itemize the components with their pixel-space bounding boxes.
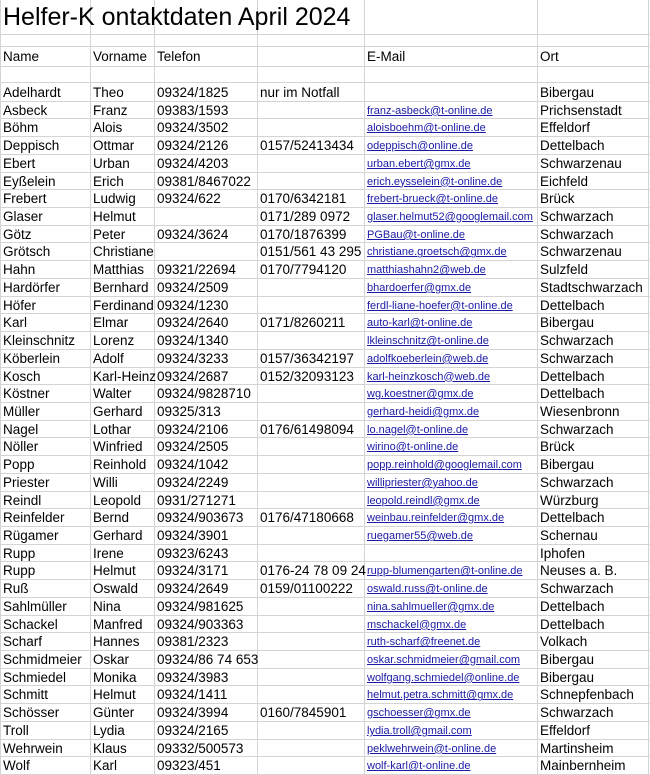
cell-telefon[interactable]: 09324/3901 [157,528,229,543]
cell-vorname[interactable]: Manfred [93,616,143,632]
cell-email-link[interactable]: rupp-blumengarten@t-online.de [367,565,523,578]
cell-ort[interactable]: Schwarzach [540,705,614,721]
cell-ort[interactable]: Wiesenbronn [540,403,620,419]
table-row [0,84,650,102]
table-row [0,616,650,634]
cell-telefon[interactable]: 09324/9828710 [157,386,251,402]
table-row [0,279,650,297]
cell-email-link[interactable]: oswald.russ@t-online.de [367,583,488,596]
cell-telefon[interactable]: 09324/3171 [157,563,229,579]
cell-telefon2[interactable]: nur im Notfall [260,85,340,100]
cell-name[interactable]: Grötsch [3,244,51,260]
cell-telefon[interactable]: 09324/2106 [157,421,229,437]
cell-name[interactable]: Schmidmeier [3,652,82,668]
table-row [0,226,650,244]
cell-vorname[interactable]: Christiane [93,244,154,260]
cell-telefon[interactable]: 09324/3994 [157,705,229,721]
cell-email-link[interactable]: urban.ebert@gmx.de [367,157,471,170]
cell-email-link[interactable]: peklwehrwein@t-online.de [367,742,497,755]
cell-ort[interactable]: Iphofen [540,545,586,561]
grid-line [0,66,650,67]
cell-vorname[interactable]: Helmut [93,209,136,225]
cell-telefon[interactable]: 09324/903363 [157,616,244,632]
table-row [0,474,650,492]
cell-name[interactable]: Rupp [3,563,36,579]
title-row [0,0,650,34]
cell-ort[interactable]: Würzburg [540,492,599,508]
cell-ort[interactable]: Bibergau [540,652,595,668]
cell-vorname[interactable]: Helmut [93,563,136,579]
cell-name[interactable]: Ebert [3,155,36,171]
cell-ort[interactable]: Schwarzach [540,421,614,437]
cell-email-link[interactable]: erich.eysselein@t-online.de [367,175,503,188]
cell-name[interactable]: Höfer [3,297,37,313]
cell-telefon[interactable]: 09324/3502 [157,120,229,136]
table-row [0,740,650,758]
cell-vorname[interactable]: Gerhard [93,403,143,419]
cell-ort[interactable]: Dettelbach [540,138,605,154]
cell-vorname[interactable]: Peter [93,226,126,242]
cell-email-link[interactable]: gerhard-heidi@gmx.de [367,405,480,418]
cell-email-link[interactable]: popp.reinhold@googlemail.com [367,459,522,472]
table-row [0,669,650,687]
cell-name[interactable]: Wehrwein [3,740,63,756]
cell-telefon2[interactable]: 0176/47180668 [260,510,354,526]
cell-name[interactable]: Priester [3,474,50,490]
table-row [0,297,650,315]
cell-vorname[interactable]: Ferdinand [93,297,154,313]
cell-vorname[interactable]: Alois [93,120,123,136]
table-row [0,633,650,651]
cell-name[interactable]: Nöller [3,439,39,455]
cell-vorname[interactable]: Theo [93,85,124,100]
header-row [0,48,650,66]
cell-telefon[interactable]: 09324/3233 [157,350,229,366]
cell-ort[interactable]: Schwarzach [540,581,614,597]
table-row [0,385,650,403]
cell-name[interactable]: Eyßelein [3,173,56,189]
cell-name[interactable]: Köberlein [3,350,61,366]
cell-ort[interactable]: Stadtschwarzach [540,279,643,295]
table-row [0,261,650,279]
cell-name[interactable]: Scharf [3,634,43,650]
cell-name[interactable]: Rügamer [3,528,59,543]
cell-email-link[interactable]: PGBau@t-online.de [367,228,466,241]
cell-name[interactable]: Schmiedel [3,669,67,685]
table-row [0,102,650,120]
cell-telefon[interactable]: 09324/981625 [157,598,244,614]
table-row [0,438,650,456]
cell-ort[interactable]: Dettelbach [540,510,605,526]
cell-name[interactable]: Rupp [3,545,36,561]
cell-name[interactable]: Wolf [3,758,30,774]
cell-ort[interactable]: Schwarzach [540,209,614,225]
table-row [0,456,650,474]
cell-name[interactable]: Müller [3,403,40,419]
table-row [0,580,650,598]
table-row [0,314,650,332]
cell-telefon[interactable]: 09324/2505 [157,439,229,455]
cell-ort[interactable]: Effeldorf [540,722,591,738]
sheet-title[interactable]: Helfer-K ontaktdaten April 2024 [3,3,351,31]
cell-ort[interactable]: Schwarzach [540,226,614,242]
cell-name[interactable]: Adelhardt [3,85,61,100]
cell-vorname[interactable]: Willi [93,474,118,490]
cell-ort[interactable]: Brück [540,191,575,207]
cell-email-link[interactable]: matthiashahn2@web.de [367,264,486,277]
cell-telefon[interactable]: 09324/3983 [157,669,229,685]
cell-ort[interactable]: Schwarzach [540,474,614,490]
cell-telefon2[interactable]: 0157/36342197 [260,350,354,366]
cell-vorname[interactable]: Hannes [93,634,140,650]
table-row [0,562,650,580]
cell-ort[interactable]: Eichfeld [540,173,589,189]
grid-line [0,46,650,47]
table-row [0,509,650,527]
cell-name[interactable]: Deppisch [3,138,60,154]
cell-email-link[interactable]: oskar.schmidmeier@gmail.com [367,654,520,667]
cell-email-link[interactable]: lkleinschnitz@t-online.de [367,335,489,348]
cell-email-link[interactable]: bhardoerfer@gmx.de [367,281,472,294]
cell-name[interactable]: Götz [3,226,32,242]
cell-telefon2[interactable]: 0159/01100222 [260,581,353,597]
cell-email-link[interactable]: wg.koestner@gmx.de [367,388,474,401]
header-email[interactable]: E-Mail [367,49,406,64]
table-row [0,403,650,421]
table-row [0,208,650,226]
cell-ort[interactable]: Mainbernheim [540,758,626,774]
cell-vorname[interactable]: Erich [93,173,124,189]
cell-vorname[interactable]: Ottmar [93,138,135,154]
cell-telefon2[interactable]: 0170/6342181 [260,191,347,207]
grid-line [0,82,650,83]
cell-email-link[interactable]: franz-asbeck@t-online.de [367,104,493,117]
cell-ort[interactable]: Bibergau [540,315,595,331]
grid-line [0,34,650,35]
cell-vorname[interactable]: Lothar [93,421,132,437]
cell-telefon[interactable]: 09324/2126 [157,138,229,154]
cell-telefon[interactable]: 09324/1042 [157,457,229,473]
cell-vorname[interactable]: Oskar [93,652,130,668]
cell-vorname[interactable]: Franz [93,102,128,118]
cell-telefon[interactable]: 09323/451 [157,758,221,774]
cell-email-link[interactable]: ruth-scharf@freenet.de [367,636,481,649]
cell-ort[interactable]: Prichsenstadt [540,102,622,118]
cell-name[interactable]: Glaser [3,209,43,225]
cell-vorname[interactable]: Irene [93,545,124,561]
table-row [0,545,650,563]
cell-vorname[interactable]: Gerhard [93,528,143,543]
cell-email-link[interactable]: frebert-brueck@t-online.de [367,193,499,206]
cell-telefon[interactable]: 09332/500573 [157,740,244,756]
cell-vorname[interactable]: Helmut [93,687,136,703]
cell-ort[interactable]: Bibergau [540,85,595,100]
table-row [0,757,650,775]
cell-ort[interactable]: Schwarzach [540,333,614,349]
cell-email-link[interactable]: helmut.petra.schmitt@gmx.de [367,689,514,702]
cell-email-link[interactable]: christiane.groetsch@gmx.de [367,246,507,259]
table-row [0,243,650,261]
cell-name[interactable]: Ruß [3,581,29,597]
cell-email-link[interactable]: ruegamer55@web.de [367,530,473,542]
table-row [0,598,650,616]
cell-telefon[interactable]: 09324/622 [157,191,221,207]
cell-vorname[interactable]: Lorenz [93,333,135,349]
cell-telefon2[interactable]: 0170/7794120 [260,262,347,278]
cell-telefon[interactable]: 09324/2165 [157,722,229,738]
table-row [0,332,650,350]
cell-ort[interactable]: Schwarzenau [540,155,622,171]
cell-telefon2[interactable]: 0171/8260211 [260,315,346,331]
header-vorname[interactable]: Vorname [93,49,148,64]
header-telefon[interactable]: Telefon [157,49,201,64]
cell-ort[interactable]: Schwarzach [540,350,614,366]
cell-telefon[interactable]: 09324/2687 [157,368,229,384]
table-row [0,190,650,208]
cell-email-link[interactable]: auto-karl@t-online.de [367,317,473,330]
table-row [0,173,650,191]
cell-telefon[interactable]: 09324/903673 [157,510,244,526]
cell-telefon[interactable]: 09324/86 74 653 [157,652,259,668]
cell-telefon2[interactable]: 0152/32093123 [260,368,354,384]
cell-vorname[interactable]: Bernd [93,510,130,526]
cell-vorname[interactable]: Karl [93,758,118,774]
cell-name[interactable]: Asbeck [3,102,48,118]
table-row [0,686,650,704]
cell-vorname[interactable]: Elmar [93,315,129,331]
cell-telefon[interactable]: 09324/1411 [157,687,228,703]
cell-vorname[interactable]: Klaus [93,740,127,756]
cell-telefon[interactable]: 09383/1593 [157,102,229,118]
cell-telefon[interactable]: 0931/271271 [157,492,236,508]
cell-telefon[interactable]: 09324/1340 [157,333,229,349]
cell-email-link[interactable]: wirino@t-online.de [367,441,459,454]
cell-vorname[interactable]: Winfried [93,439,143,455]
table-row [0,421,650,439]
cell-name[interactable]: Nagel [3,421,39,437]
table-row [0,350,650,368]
cell-vorname[interactable]: Adolf [93,350,124,366]
cell-vorname[interactable]: Ludwig [93,191,136,207]
cell-telefon[interactable]: 09323/6243 [157,545,229,561]
cell-ort[interactable]: Neuses a. B. [540,563,618,579]
cell-email-link[interactable]: leopold.reindl@gmx.de [367,494,480,507]
cell-email-link[interactable]: nina.sahlmueller@gmx.de [367,600,495,613]
cell-email-link[interactable]: willipriester@yahoo.de [367,476,478,489]
cell-email-link[interactable]: odeppisch@online.de [367,140,473,153]
cell-ort[interactable]: Sulzfeld [540,262,589,278]
table-row [0,368,650,386]
cell-ort[interactable]: Bibergau [540,457,595,473]
cell-telefon[interactable]: 09324/2640 [157,315,229,331]
cell-ort[interactable]: Schernau [540,528,598,543]
cell-vorname[interactable]: Nina [93,598,121,614]
cell-telefon[interactable]: 09381/8467022 [157,173,251,189]
cell-telefon[interactable]: 09324/2649 [157,581,229,597]
cell-email-link[interactable]: lydia.troll@gmail.com [367,724,472,737]
cell-vorname[interactable]: Bernhard [93,279,149,295]
cell-telefon2[interactable]: 0176/61498094 [260,421,354,437]
cell-telefon2[interactable]: 0170/1876399 [260,226,347,242]
cell-name[interactable]: Schackel [3,616,58,632]
cell-vorname[interactable]: Walter [93,386,132,402]
table-row [0,155,650,173]
cell-name[interactable]: Schösser [3,705,60,721]
cell-telefon[interactable]: 09324/3624 [157,226,229,242]
cell-ort[interactable]: Martinsheim [540,740,614,756]
cell-telefon[interactable]: 09324/1230 [157,297,229,313]
cell-telefon[interactable]: 09324/2249 [157,474,229,490]
cell-email-link[interactable]: wolf-karl@t-online.de [367,760,471,773]
cell-name[interactable]: Frebert [3,191,47,207]
cell-vorname[interactable]: Karl-Heinz [93,368,157,384]
cell-name[interactable]: Reinfelder [3,510,65,526]
cell-ort[interactable]: Brück [540,439,575,455]
header-name[interactable]: Name [3,49,40,64]
cell-telefon[interactable]: 09321/22694 [157,262,236,278]
cell-vorname[interactable]: Günter [93,705,135,721]
cell-telefon2[interactable]: 0151/561 43 295 [260,244,362,260]
cell-vorname[interactable]: Monika [93,669,137,685]
cell-name[interactable]: Troll [3,722,29,738]
cell-vorname[interactable]: Leopold [93,492,142,508]
cell-name[interactable]: Hahn [3,262,36,278]
table-row [0,137,650,155]
cell-vorname[interactable]: Matthias [93,262,145,278]
cell-email-link[interactable]: weinbau.reinfelder@gmx.de [367,512,505,525]
cell-name[interactable]: Hardörfer [3,279,61,295]
cell-telefon2[interactable]: 0171/289 0972 [260,209,351,225]
cell-name[interactable]: Kosch [3,368,41,384]
cell-name[interactable]: Schmitt [3,687,49,703]
cell-telefon[interactable]: 09324/4203 [157,155,229,171]
cell-name[interactable]: Karl [3,315,28,331]
table-row [0,527,650,545]
cell-ort[interactable]: Dettelbach [540,386,605,402]
cell-email-link[interactable]: adolfkoeberlein@web.de [367,352,489,365]
cell-ort[interactable]: Dettelbach [540,616,605,632]
cell-name[interactable]: Reindl [3,492,42,508]
table-row [0,722,650,740]
cell-vorname[interactable]: Reinhold [93,457,147,473]
cell-vorname[interactable]: Urban [93,155,130,171]
table-row [0,492,650,510]
cell-email-link[interactable]: glaser.helmut52@googlemail.com [367,211,533,224]
cell-telefon2[interactable]: 0157/52413434 [260,138,354,154]
cell-telefon[interactable]: 09325/313 [157,403,221,419]
table-row [0,119,650,137]
cell-email-link[interactable]: mschackel@gmx.de [367,618,467,631]
cell-telefon[interactable]: 09381/2323 [157,634,229,650]
header-ort[interactable]: Ort [540,49,559,64]
cell-telefon[interactable]: 09324/2509 [157,279,229,295]
cell-email-link[interactable]: wolfgang.schmiedel@online.de [367,671,520,684]
cell-name[interactable]: Popp [3,457,35,473]
cell-email-link[interactable]: karl-heinzkosch@web.de [367,370,491,383]
cell-telefon2[interactable]: 0160/7845901 [260,705,347,721]
cell-ort[interactable]: Schnepfenbach [540,687,634,703]
cell-ort[interactable]: Dettelbach [540,297,605,313]
cell-name[interactable]: Köstner [3,386,50,402]
table-row [0,704,650,722]
cell-vorname[interactable]: Lydia [93,722,125,738]
cell-ort[interactable]: Volkach [540,634,588,650]
cell-telefon2[interactable]: 0176-24 78 09 24 [260,563,366,579]
cell-name[interactable]: Böhm [3,120,39,136]
cell-email-link[interactable]: gschoesser@gmx.de [367,707,471,720]
cell-ort[interactable]: Dettelbach [540,368,605,384]
table-row [0,651,650,669]
cell-email-link[interactable]: lo.nagel@t-online.de [367,423,469,436]
cell-name[interactable]: Kleinschnitz [3,333,76,349]
cell-telefon[interactable]: 09324/1825 [157,85,229,100]
cell-email-link[interactable]: aloisboehm@t-online.de [367,122,486,135]
cell-ort[interactable]: Schwarzenau [540,244,622,260]
cell-name[interactable]: Sahlmüller [3,598,67,614]
cell-email-link[interactable]: ferdl-liane-hoefer@t-online.de [367,299,513,312]
cell-vorname[interactable]: Oswald [93,581,139,597]
cell-ort[interactable]: Effeldorf [540,120,591,136]
cell-ort[interactable]: Bibergau [540,669,595,685]
cell-ort[interactable]: Dettelbach [540,598,605,614]
